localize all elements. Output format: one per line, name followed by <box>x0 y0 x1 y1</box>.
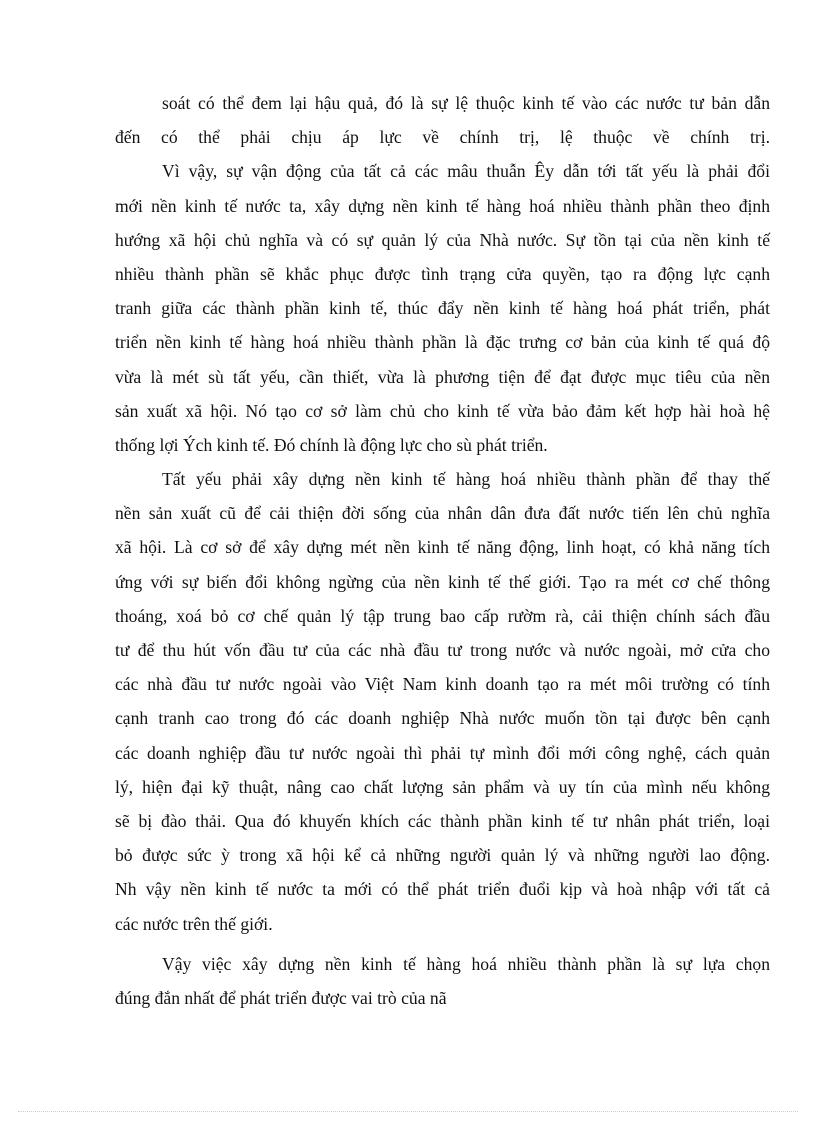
text-line: các nước trên thế giới. <box>115 913 273 934</box>
text-line: các doanh nghiệp đầu tư nước ngoài thì phải tự mình đổi mới công nghệ, cách quản <box>115 742 770 763</box>
text-line: xã hội. Là cơ sở để xây dựng mét nền kinh tế năng động, linh hoạt, có khả năng tích <box>115 537 770 558</box>
text-line: Nh vậy nền kinh tế nước ta mới có thể phát triển đuổi kịp và hoà nhập với tất cả <box>115 879 770 900</box>
text-line: các nhà đầu tư nước ngoài vào Việt Nam kinh doanh tạo ra mét môi trường có tính <box>115 674 770 695</box>
text-line: mới nền kinh tế nước ta, xây dựng nền kinh tế hàng hoá nhiều thành phần theo định <box>115 195 770 216</box>
body-text <box>115 86 770 1015</box>
text-line: thống lợi Ých kinh tế. Đó chính là động lực cho sù phát triển. <box>115 434 548 455</box>
page-bottom-divider <box>18 1111 798 1112</box>
text-line: Vì vậy, sự vận động của tất cả các mâu thuẫn Êy dẫn tới tất yếu là phải đổi <box>162 161 770 182</box>
text-line: sản xuất xã hội. Nó tạo cơ sở làm chủ cho kinh tế vừa bảo đảm kết hợp hài hoà hệ <box>115 400 770 421</box>
text-line: soát có thể đem lại hậu quả, đó là sự lệ thuộc kinh tế vào các nước tư bản dẫn <box>162 93 770 113</box>
text-line: nền sản xuất cũ để cải thiện đời sống của nhân dân đưa đất nước tiến lên chủ nghĩa <box>115 503 770 524</box>
text-line: thoáng, xoá bỏ cơ chế quản lý tập trung bao cấp rườm rà, cải thiện chính sách đầu <box>115 605 770 626</box>
text-line: Tất yếu phải xây dựng nền kinh tế hàng hoá nhiều thành phần để thay thế <box>162 469 770 490</box>
text-line: tư để thu hút vốn đầu tư của các nhà đầu tư trong nước và nước ngoài, mở cửa cho <box>115 640 770 660</box>
text-line: cạnh tranh cao trong đó các doanh nghiệp Nhà nước muốn tồn tại được bên cạnh <box>115 708 770 729</box>
text-line: đến có thể phải chịu áp lực về chính trị, lệ thuộc về chính trị. <box>115 127 770 148</box>
text-line: vừa là mét sù tất yếu, cần thiết, vừa là phương tiện để đạt được mục tiêu của nền <box>115 366 770 387</box>
text-line: ứng với sự biến đổi không ngừng của nền kinh tế thế giới. Tạo ra mét cơ chế thông <box>115 571 770 592</box>
text-line: tranh giữa các thành phần kinh tế, thúc đẩy nền kinh tế hàng hoá phát triển, phát <box>115 298 770 319</box>
text-line: bỏ được sức ỳ trong xã hội kể cả những người quản lý và những người lao động. <box>115 845 770 866</box>
text-line: triển nền kinh tế hàng hoá nhiều thành phần là đặc trưng cơ bản của kinh tế quá độ <box>115 332 770 353</box>
text-line: sẽ bị đào thải. Qua đó khuyến khích các thành phần kinh tế tư nhân phát triển, loại <box>115 810 770 831</box>
text-line: hướng xã hội chủ nghĩa và có sự quản lý của Nhà nước. Sự tồn tại của nền kinh tế <box>115 229 770 250</box>
text-line: đúng đắn nhất để phát triển được vai trò của nã <box>115 987 447 1008</box>
text-line: nhiều thành phần sẽ khắc phục được tình trạng cửa quyền, tạo ra động lực cạnh <box>115 263 770 284</box>
text-line: lý, hiện đại kỹ thuật, nâng cao chất lượng sản phẩm và uy tín của mình nếu không <box>115 776 770 797</box>
text-line: Vậy việc xây dựng nền kinh tế hàng hoá nhiều thành phần là sự lựa chọn <box>162 953 770 974</box>
